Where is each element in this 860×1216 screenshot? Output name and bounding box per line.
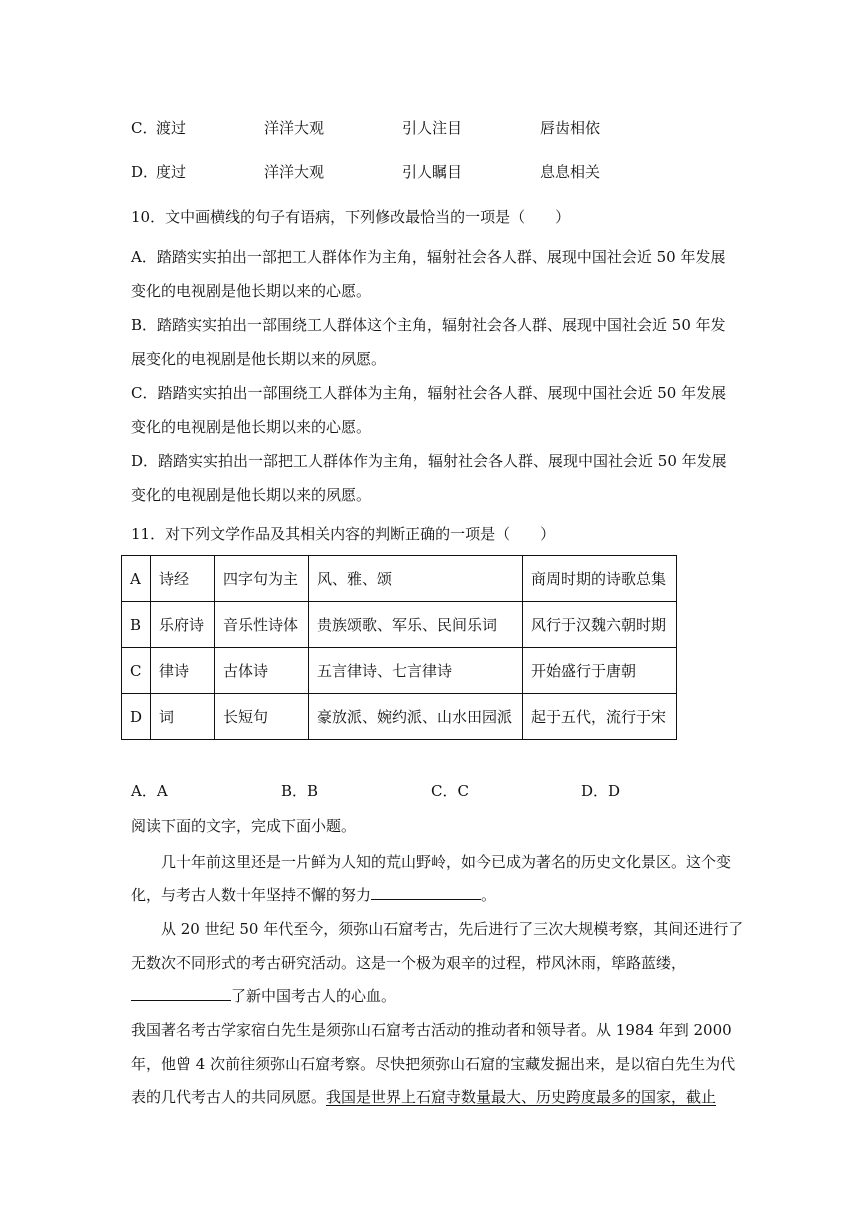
passage-p3-line1: 我国著名考古学家宿白先生是须弥山石窟考古活动的推动者和领导者。从 1984 年到 2000 [131,1021,732,1039]
answer-blank[interactable] [371,885,481,900]
passage-p2-line3: 了新中国考古人的心血。 [131,986,731,1006]
passage-p1-line1: 几十年前这里还是一片鲜为人知的荒山野岭，如今已成为著名的历史文化景区。这个变 [161,853,732,871]
question-10-stem: 10．文中画横线的句子有语病，下列修改最恰当的一项是（ ） [131,208,571,226]
table-cell: 开始盛行于唐朝 [523,648,677,694]
option-word: 度过 [156,163,187,181]
answer-option-a: A．A [131,782,168,800]
q10-option-a-line2: 变化的电视剧是他长期以来的心愿。 [131,282,372,300]
table-row [122,648,677,694]
answer-option-c: C．C [431,782,469,800]
q10-option-c-line1: C．踏踏实实拍出一部围绕工人群体为主角，辐射社会各人群、展现中国社会近 50 年发展 [131,384,727,402]
underlined-sentence: 我国是世界上石窟寺数量最大、历史跨度最多的国家，截止 [326,1088,717,1106]
q11-answer-row [131,781,731,801]
table-cell: D [122,694,151,740]
option-letter: C． [131,119,158,137]
table-row [122,556,677,602]
q10-option-a-line1: A．踏踏实实拍出一部把工人群体作为主角，辐射社会各人群、展现中国社会近 50 年发展 [131,248,726,266]
q10-option-d-line2: 变化的电视剧是他长期以来的夙愿。 [131,486,372,504]
table-cell: 贵族颂歌、军乐、民间乐词 [309,602,523,648]
table-cell: 商周时期的诗歌总集 [523,556,677,602]
table-cell: C [122,648,151,694]
option-word: 引人瞩目 [402,163,463,181]
table-cell: 词 [151,694,215,740]
q10-option-c-line2: 变化的电视剧是他长期以来的心愿。 [131,418,372,436]
option-word: 唇齿相依 [540,119,601,137]
option-word: 洋洋大观 [264,163,325,181]
option-word: 引人注目 [402,119,463,137]
q10-option-d-line1: D．踏踏实实拍出一部把工人群体作为主角，辐射社会各人群、展现中国社会近 50 年发展 [131,452,727,470]
option-word: 洋洋大观 [264,119,325,137]
table-row [122,694,677,740]
question-11-stem: 11．对下列文学作品及其相关内容的判断正确的一项是（ ） [131,525,556,543]
table-row [122,602,677,648]
table-cell: 古体诗 [215,648,309,694]
table-cell: 起于五代，流行于宋 [523,694,677,740]
table-cell: 四字句为主 [215,556,309,602]
table-cell: A [122,556,151,602]
table-cell: 豪放派、婉约派、山水田园派 [309,694,523,740]
literature-table [121,555,677,740]
table-cell: 风、雅、颂 [309,556,523,602]
passage-p3-line2: 年，他曾 4 次前往须弥山石窟考察。尽快把须弥山石窟的宝藏发掘出来，是以宿白先生为代 [131,1055,736,1073]
answer-option-b: B．B [281,782,319,800]
passage-p2-line2: 无数次不同形式的考古研究活动。这是一个极为艰辛的过程，栉风沐雨，筚路蓝缕， [131,954,687,972]
option-row-d [131,162,731,182]
table-cell: 风行于汉魏六朝时期 [523,602,677,648]
answer-blank[interactable] [131,986,231,1001]
table-cell: 诗经 [151,556,215,602]
passage-p2-line1: 从 20 世纪 50 年代至今，须弥山石窟考古，先后进行了三次大规模考察，其间还进行了 [161,920,744,938]
option-word: 息息相关 [540,163,601,181]
table-cell: B [122,602,151,648]
option-word: 渡过 [156,119,187,137]
table-cell: 乐府诗 [151,602,215,648]
table-cell: 音乐性诗体 [215,602,309,648]
q10-option-b-line1: B．踏踏实实拍出一部围绕工人群体这个主角，辐射社会各人群、展现中国社会近 50 年发 [131,316,726,334]
table-cell: 五言律诗、七言律诗 [309,648,523,694]
q10-option-b-line2: 展变化的电视剧是他长期以来的夙愿。 [131,350,387,368]
table-cell: 律诗 [151,648,215,694]
passage-p1-line2: 化，与考古人数十年坚持不懈的努力 。 [131,886,497,904]
reading-intro: 阅读下面的文字，完成下面小题。 [131,817,357,835]
table-cell: 长短句 [215,694,309,740]
answer-option-d: D．D [581,782,621,800]
passage-p3-line3: 表的几代考古人的共同夙愿。我国是世界上石窟寺数量最大、历史跨度最多的国家，截止 [131,1088,717,1106]
option-letter: D． [131,163,159,181]
option-row-c [131,118,731,138]
